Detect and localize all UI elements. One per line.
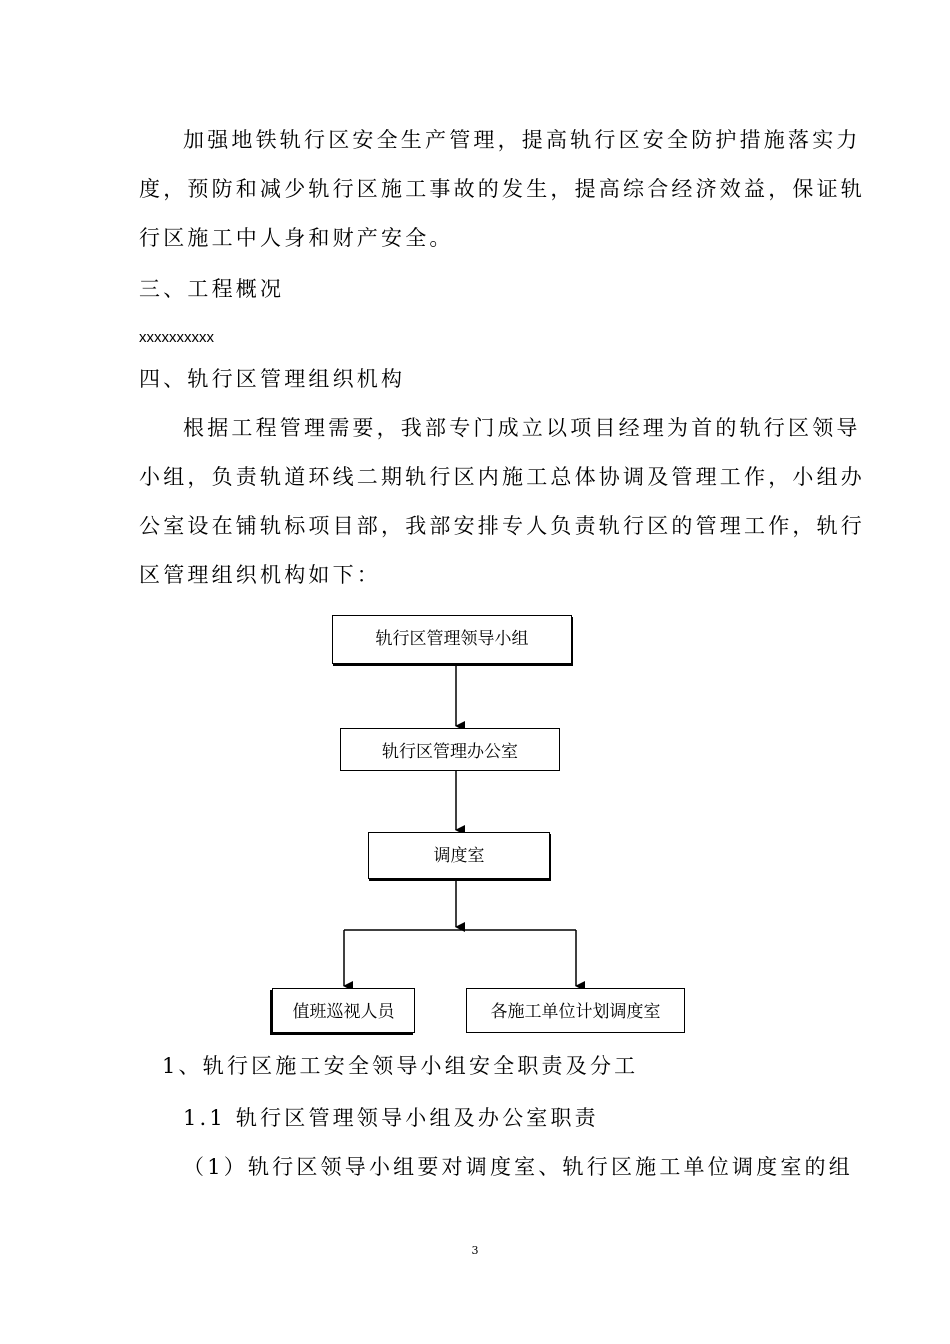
para2-line-3: 公室设在铺轨标项目部，我部安排专人负责轨行区的管理工作，轨行 [139, 514, 865, 538]
page-number: 3 [471, 1244, 479, 1257]
org-box-duty-staff-label: 值班巡视人员 [292, 1002, 395, 1022]
para2-line-2: 小组，负责轨道环线二期轨行区内施工总体协调及管理工作，小组办 [139, 465, 865, 489]
item-1-text: （1）轨行区领导小组要对调度室、轨行区施工单位调度室的组 [183, 1155, 853, 1179]
org-box-office-label: 轨行区管理办公室 [382, 742, 518, 762]
section-1-1-heading: 1.1 轨行区管理领导小组及办公室职责 [183, 1106, 599, 1130]
section-1-heading: 1、轨行区施工安全领导小组安全职责及分工 [162, 1054, 639, 1078]
org-box-dispatch [368, 832, 550, 879]
org-box-office [340, 728, 560, 771]
org-box-leader-group [332, 615, 572, 664]
org-box-duty-staff [272, 988, 415, 1033]
para1-line-3: 行区施工中人身和财产安全。 [139, 226, 454, 250]
project-overview-placeholder: xxxxxxxxxx [139, 329, 214, 346]
para1-line-2: 度，预防和减少轨行区施工事故的发生，提高综合经济效益，保证轨 [139, 177, 865, 201]
section-heading-4: 四、轨行区管理组织机构 [139, 367, 406, 391]
section-heading-3: 三、工程概况 [139, 277, 285, 301]
org-box-leader-group-label: 轨行区管理领导小组 [375, 629, 529, 649]
para1-line-1: 加强地铁轨行区安全生产管理，提高轨行区安全防护措施落实力 [183, 128, 861, 152]
org-box-unit-dispatch [466, 988, 685, 1033]
org-box-unit-dispatch-label: 各施工单位计划调度室 [490, 1002, 661, 1022]
org-box-dispatch-label: 调度室 [433, 846, 485, 866]
para2-line-1: 根据工程管理需要，我部专门成立以项目经理为首的轨行区领导 [183, 416, 861, 440]
para2-line-4: 区管理组织机构如下： [139, 563, 381, 587]
